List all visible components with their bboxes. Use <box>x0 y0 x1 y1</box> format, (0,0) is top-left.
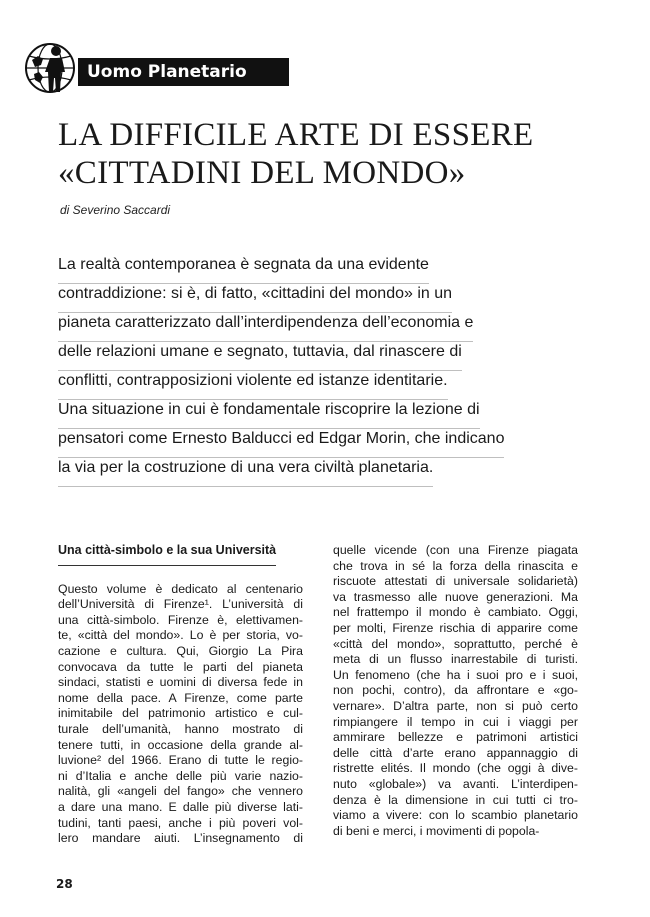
abstract-line: contraddizione: si è, di fatto, «cittadini del mondo» in un <box>58 284 452 313</box>
body-line: ristrette elités. Il mondo (che oggi à dive- <box>333 761 578 776</box>
abstract-line: Una situazione in cui è fondamentale riscoprire la lezione di <box>58 400 480 429</box>
page-number: 28 <box>56 877 73 891</box>
body-line: denza è la dimensione in cui tutti ci tro- <box>333 792 578 807</box>
body-line: va trasmesso alle nuove generazioni. Ma <box>333 589 578 604</box>
section-tag: Uomo Planetario <box>78 58 289 86</box>
body-line: delle città d’arte erano appannaggio di <box>333 745 578 760</box>
body-line: viamo a vivere: con lo scambio planetario <box>333 808 578 823</box>
body-line: ni d’Italia e anche delle più varie nazio- <box>58 768 303 783</box>
body-line: vernare». D’altra parte, non si può certo <box>333 698 578 713</box>
body-line: cazione e cultura. Qui, Giorgio La Pira <box>58 643 303 658</box>
body-line: quelle vicende (con una Firenze piagata <box>333 543 578 557</box>
abstract-line: pensatori come Ernesto Balducci ed Edgar Morin, che indicano <box>58 429 504 458</box>
abstract <box>58 255 588 487</box>
body-paragraph <box>58 582 303 847</box>
body-line: «città del mondo», soprattutto, perché è <box>333 636 578 651</box>
body-line: inimitabile del patrimonio artistico e cul- <box>58 706 303 721</box>
body-column-left <box>58 543 303 847</box>
abstract-line: La realtà contemporanea è segnata da una evidente <box>58 255 429 284</box>
abstract-line: delle relazioni umane e segnato, tuttavia, dal rinascere di <box>58 342 462 371</box>
body-line: sindaci, statisti e uomini di diversa fede in <box>58 675 303 690</box>
body-line: meta di un flusso inarrestabile di turisti. <box>333 652 578 667</box>
body-line: convocava da tutte le parti del pianeta <box>58 659 303 674</box>
body-line: che trova in sé la forza della rinascita e <box>333 558 578 573</box>
body-line: luvione² del 1966. Erano di tutte le regio- <box>58 753 303 768</box>
body-paragraph <box>333 543 578 839</box>
body-line: riscuote attestati di universale solidarietà) <box>333 574 578 589</box>
body-line: te, «città del mondo». Lo è per storia, vo- <box>58 628 303 643</box>
body-line: nel frattempo il mondo è cambiato. Oggi, <box>333 605 578 620</box>
section-header <box>22 38 292 96</box>
body-line: nalità, gli «angeli del fango» che vennero <box>58 784 303 799</box>
body-line: dell’Università di Firenze¹. L’università di <box>58 597 303 612</box>
title-line-1: LA DIFFICILE ARTE DI ESSERE <box>58 117 534 153</box>
body-line: una città-simbolo. Firenze è, elettivamen- <box>58 612 303 627</box>
body-column-right <box>333 543 578 839</box>
body-line: non pochi, contro), da affrontare e «go- <box>333 683 578 698</box>
article-title <box>58 116 618 192</box>
body-line: rimpiangere il tempo in cui i viaggi per <box>333 714 578 729</box>
body-line: di beni e merci, i movimenti di popola- <box>333 823 540 838</box>
body-line: tudini, tanti paesi, anche i più poveri vol- <box>58 815 303 830</box>
author-byline: di Severino Saccardi <box>60 203 171 217</box>
abstract-line: pianeta caratterizzato dall’interdipendenza dell’economia e <box>58 313 473 342</box>
body-line: nome della pace. A Firenze, come parte <box>58 690 303 705</box>
body-line: turale dell’umanità, hanno mostrato di <box>58 721 303 736</box>
body-line: ammirare bellezze e patrimoni artistici <box>333 730 578 745</box>
abstract-line: la via per la costruzione di una vera civiltà planetaria. <box>58 458 433 487</box>
body-line: tenere tutti, in occasione della grande al- <box>58 737 303 752</box>
body-line: per molti, Firenze rischia di apparire come <box>333 620 578 635</box>
body-line: nuto «globale») va avanti. L’interdipen- <box>333 776 578 791</box>
abstract-line: conflitti, contrapposizioni violente ed istanze identitarie. <box>58 371 448 400</box>
body-line: Un fenomeno (che ha i suoi pro e i suoi, <box>333 667 578 682</box>
body-line: Questo volume è dedicato al centenario <box>58 581 303 596</box>
section-subheading: Una città-simbolo e la sua Università <box>58 543 276 566</box>
globe-with-person-icon <box>22 38 82 98</box>
body-line: a dare una mano. E dalle più diverse lati- <box>58 799 303 814</box>
title-line-2: «CITTADINI DEL MONDO» <box>58 155 466 191</box>
body-line: lero mandare aiuti. L’insegnamento di <box>58 831 303 846</box>
